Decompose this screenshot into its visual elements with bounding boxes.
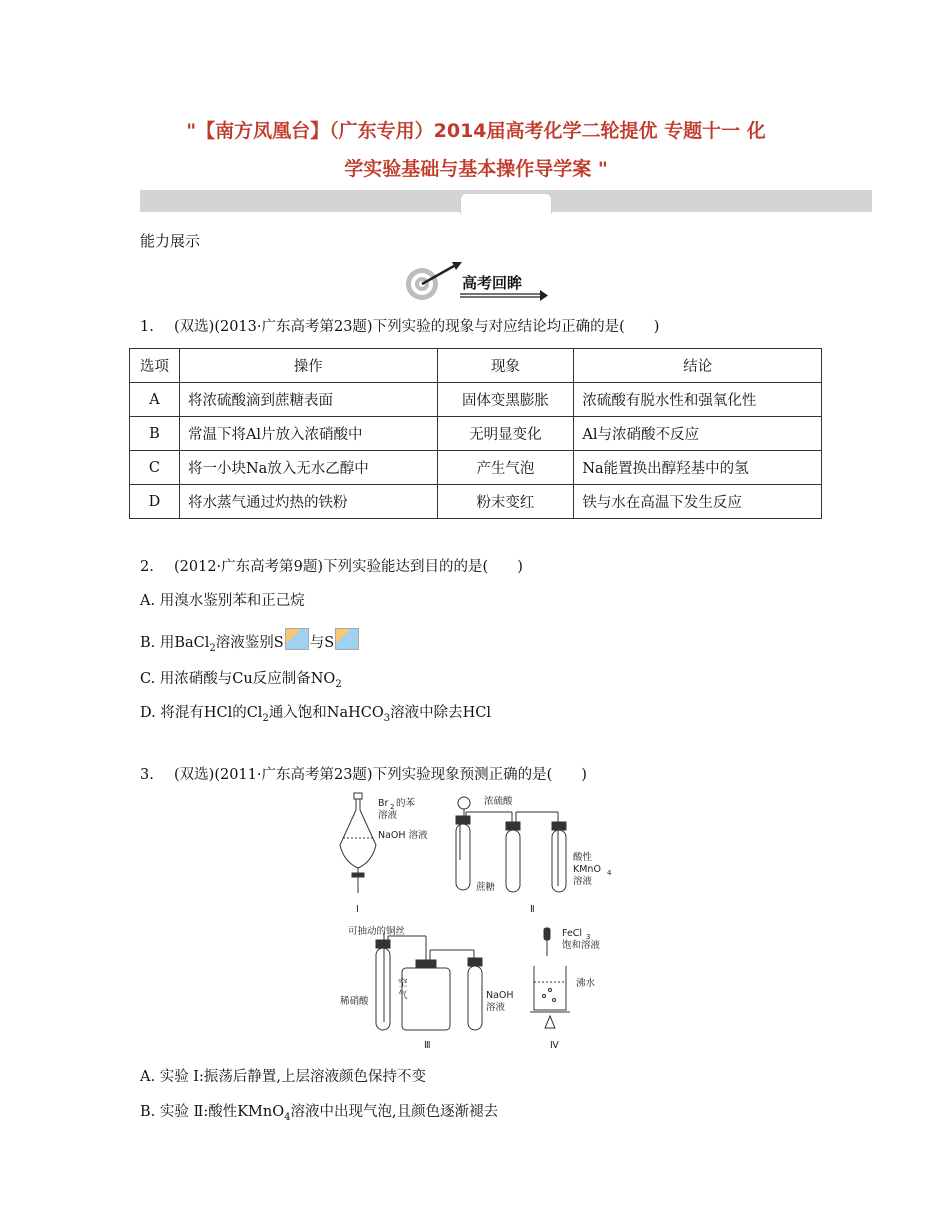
broken-image-icon bbox=[285, 628, 309, 650]
label-roman-1: Ⅰ bbox=[356, 904, 359, 915]
table-header: 选项 bbox=[130, 349, 180, 383]
option-text: 通入饱和NaHCO bbox=[268, 705, 384, 721]
label-roman-3: Ⅲ bbox=[424, 1040, 431, 1051]
header-bar-tab bbox=[460, 193, 552, 214]
label-conc-sulfuric: 浓硫酸 bbox=[484, 796, 513, 807]
table-cell: 将浓硫酸滴到蔗糖表面 bbox=[179, 383, 437, 417]
table-cell: 无明显变化 bbox=[437, 417, 574, 451]
table-header: 结论 bbox=[574, 349, 822, 383]
table-cell: 浓硫酸有脱水性和强氧化性 bbox=[574, 383, 822, 417]
table-cell: A bbox=[130, 383, 180, 417]
label-subscript: 4 bbox=[607, 869, 612, 877]
question-number: 3. bbox=[140, 767, 154, 783]
label-acidic: 酸性 bbox=[573, 852, 593, 863]
label-benzene: 的苯 bbox=[396, 798, 416, 809]
table-header-row bbox=[130, 349, 822, 383]
label-roman-4: Ⅳ bbox=[550, 1040, 559, 1051]
table-cell: 产生气泡 bbox=[437, 451, 574, 485]
table-cell: 铁与水在高温下发生反应 bbox=[574, 485, 822, 519]
broken-image-icon bbox=[335, 628, 359, 650]
option-text: 与S bbox=[309, 635, 335, 651]
option-a: A. 实验 Ⅰ:振荡后静置,上层溶液颜色保持不变 bbox=[140, 1069, 427, 1085]
label-copper-wire: 可抽动的铜丝 bbox=[348, 926, 406, 937]
table-cell: B bbox=[130, 417, 180, 451]
option-text: 溶液中除去HCl bbox=[390, 705, 492, 721]
subscript: 2 bbox=[209, 642, 216, 654]
option-a: A. 用溴水鉴别苯和正己烷 bbox=[140, 593, 305, 609]
label-solution: 溶液 bbox=[486, 1002, 506, 1013]
table-row bbox=[130, 485, 822, 519]
subscript: 4 bbox=[284, 1111, 291, 1123]
question-1 bbox=[140, 315, 659, 336]
label-naoh-solution: NaOH 溶液 bbox=[378, 830, 428, 841]
subscript: 3 bbox=[383, 712, 391, 724]
document-title bbox=[140, 112, 812, 188]
separatory-funnel bbox=[340, 793, 376, 893]
title-line-1: "【南方凤凰台】（广东专用）2014届高考化学二轮提优 专题十一 化 bbox=[186, 120, 766, 142]
question-text: (双选)(2011·广东高考第23题)下列实验现象预测正确的是( ) bbox=[174, 767, 587, 783]
banner-label: 高考回眸 bbox=[462, 274, 523, 292]
option-text: C. 用浓硝酸与Cu反应制备NO bbox=[140, 671, 336, 687]
question-text: (2012·广东高考第9题)下列实验能达到目的的是( ) bbox=[174, 559, 523, 575]
label-solution: 溶液 bbox=[573, 876, 593, 887]
option-text: 溶液鉴别S bbox=[215, 635, 284, 651]
label-sucrose: 蔗糖 bbox=[476, 882, 496, 893]
table-cell: 粉末变红 bbox=[437, 485, 574, 519]
option-c bbox=[140, 667, 342, 690]
copper-wire-setup bbox=[376, 932, 482, 1030]
subscript: 2 bbox=[335, 678, 342, 690]
label-solution: 溶液 bbox=[378, 810, 398, 821]
table-cell: C bbox=[130, 451, 180, 485]
subscript: 2 bbox=[262, 712, 269, 724]
label-dilute-nitric: 稀硝酸 bbox=[340, 996, 369, 1007]
option-text: B. 实验 Ⅱ:酸性KMnO bbox=[140, 1104, 285, 1120]
label-saturated-solution: 饱和溶液 bbox=[562, 940, 601, 951]
table-cell: Na能置换出醇羟基中的氢 bbox=[574, 451, 822, 485]
option-text: D. 将混有HCl的Cl bbox=[140, 705, 263, 721]
title-line-2: 学实验基础与基本操作导学案 " bbox=[344, 158, 608, 180]
sulfuric-acid-setup bbox=[456, 797, 566, 892]
table-row bbox=[130, 417, 822, 451]
option-b bbox=[140, 1100, 498, 1123]
section-label: 能力展示 bbox=[140, 232, 201, 250]
option-text: B. 用BaCl bbox=[140, 635, 210, 651]
label-air-2: 气 bbox=[398, 990, 408, 1001]
label-roman-2: Ⅱ bbox=[530, 904, 535, 915]
option-b bbox=[140, 628, 360, 654]
table-header: 操作 bbox=[179, 349, 437, 383]
question-number: 2. bbox=[140, 559, 154, 575]
table-cell: 将水蒸气通过灼热的铁粉 bbox=[179, 485, 437, 519]
label-subscript: 2 bbox=[390, 803, 395, 811]
label-naoh: NaOH bbox=[486, 990, 514, 1001]
question-2 bbox=[140, 555, 523, 576]
label-boiling-water: 沸水 bbox=[576, 978, 596, 989]
label-fecl3: FeCl bbox=[562, 928, 583, 939]
table-row bbox=[130, 451, 822, 485]
question-number: 1. bbox=[140, 319, 154, 335]
label-br2: Br bbox=[378, 798, 389, 809]
label-subscript: 3 bbox=[586, 933, 591, 941]
table-cell: D bbox=[130, 485, 180, 519]
label-kmno4: KMnO bbox=[573, 864, 601, 875]
table-cell: 固体变黑膨胀 bbox=[437, 383, 574, 417]
option-d bbox=[140, 701, 491, 724]
table-cell: Al与浓硝酸不反应 bbox=[574, 417, 822, 451]
question-3 bbox=[140, 763, 587, 784]
option-text: 溶液中出现气泡,且颜色逐渐褪去 bbox=[290, 1104, 499, 1120]
table-row bbox=[130, 383, 822, 417]
label-air-1: 空 bbox=[398, 978, 408, 989]
answer-table bbox=[129, 348, 822, 519]
table-cell: 将一小块Na放入无水乙醇中 bbox=[179, 451, 437, 485]
question-text: (双选)(2013·广东高考第23题)下列实验的现象与对应结论均正确的是( ) bbox=[174, 319, 660, 335]
table-header: 现象 bbox=[437, 349, 574, 383]
table-cell: 常温下将Al片放入浓硝酸中 bbox=[179, 417, 437, 451]
experiment-apparatus-figure bbox=[330, 790, 630, 1055]
